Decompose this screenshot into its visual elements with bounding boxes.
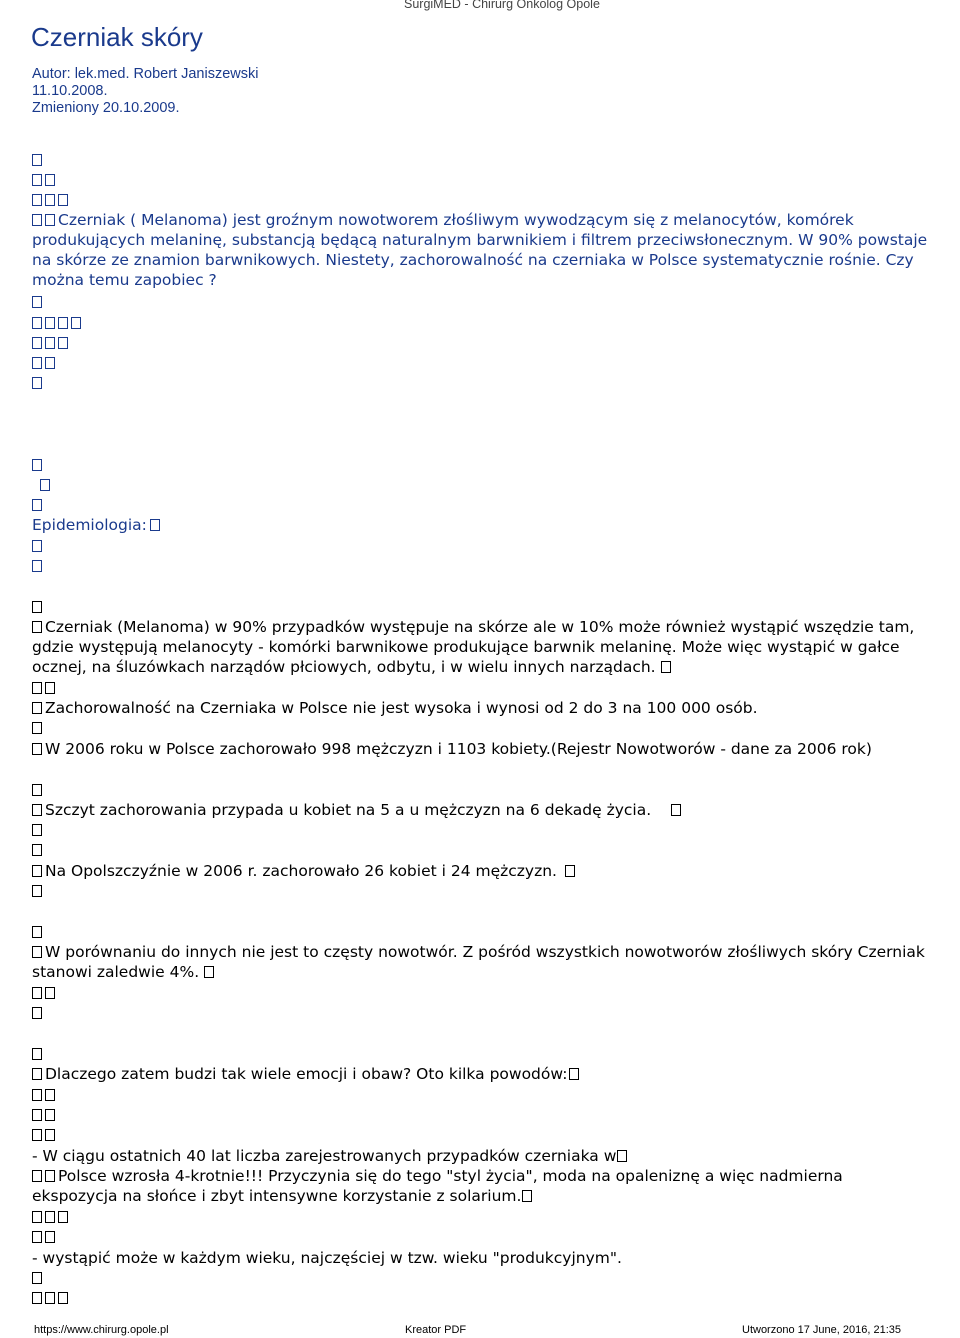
paragraph-6-text: W porównaniu do innych nie jest to częsty nowotwór. Z pośród wszystkich nowotworów złośliwych skóry Czerniak stanowi zaledwie 4%. [32,943,925,981]
missing-glyph-icon [522,1190,532,1202]
glyph-row [32,455,45,475]
glyph-row [32,881,45,901]
glyph-row [32,1268,45,1288]
glyph-row [32,1085,58,1105]
glyph-row [32,820,45,840]
missing-glyph-icon [32,1292,42,1304]
missing-glyph-icon [32,621,42,633]
missing-glyph-icon [45,317,55,329]
glyph-row [32,1125,58,1145]
missing-glyph-icon [150,519,160,531]
glyph-row [32,495,45,515]
paragraph-10 [32,1248,622,1268]
missing-glyph-icon [32,722,42,734]
missing-glyph-icon [32,682,42,694]
glyph-row [32,190,71,210]
glyph-row [32,780,45,800]
glyph-row [32,313,84,333]
missing-glyph-icon [32,702,42,714]
glyph-row [32,556,45,576]
missing-glyph-icon [45,214,55,226]
glyph-row [32,1207,71,1227]
paragraph-4 [32,800,684,820]
paragraph-1 [32,617,932,677]
glyph-row [32,1044,45,1064]
missing-glyph-icon [45,357,55,369]
missing-glyph-icon [32,926,42,938]
missing-glyph-icon [45,1211,55,1223]
glyph-row [32,292,45,312]
missing-glyph-icon [32,337,42,349]
missing-glyph-icon [32,459,42,471]
paragraph-4-text: Szczyt zachorowania przypada u kobiet na 5 a u mężczyzn na 6 dekadę życia. [45,801,652,819]
section-heading-text: Epidemiologia: [32,516,147,534]
glyph-row [32,983,58,1003]
missing-glyph-icon [32,601,42,613]
glyph-row [32,170,58,190]
modified-line: Zmieniony 20.10.2009. [32,100,180,116]
missing-glyph-icon [32,1109,42,1121]
missing-glyph-icon [32,357,42,369]
glyph-row [32,1288,71,1308]
missing-glyph-icon [58,317,68,329]
missing-glyph-icon [32,1170,42,1182]
missing-glyph-icon [671,804,681,816]
missing-glyph-icon [32,824,42,836]
missing-glyph-icon [45,1129,55,1141]
header-site-name: SurgiMED - Chirurg Onkolog Opole [404,0,600,11]
glyph-row [32,597,45,617]
missing-glyph-icon [661,661,671,673]
missing-glyph-icon [32,1007,42,1019]
missing-glyph-icon [58,1292,68,1304]
missing-glyph-icon [32,214,42,226]
glyph-row [32,373,45,393]
missing-glyph-icon [45,337,55,349]
missing-glyph-icon [32,987,42,999]
missing-glyph-icon [32,1272,42,1284]
missing-glyph-icon [32,865,42,877]
footer-created: Utworzono 17 June, 2016, 21:35 [742,1324,902,1336]
missing-glyph-icon [32,946,42,958]
paragraph-10-text: - wystąpić może w każdym wieku, najczęściej w tzw. wieku "produkcyjnym". [32,1249,622,1267]
missing-glyph-icon [45,1170,55,1182]
missing-glyph-icon [32,560,42,572]
author-line: Autor: lek.med. Robert Janiszewski [32,66,259,82]
missing-glyph-icon [71,317,81,329]
missing-glyph-icon [204,966,214,978]
glyph-row [32,333,71,353]
paragraph-2 [32,698,758,718]
footer-generator: Kreator PDF [405,1324,467,1336]
missing-glyph-icon [45,1109,55,1121]
paragraph-1-text: Czerniak (Melanoma) w 90% przypadków występuje na skórze ale w 10% może również wystąpić wszędzie tam, gdzie występują melanocyty - komórki barwnikowe produkujące barwnik melaninę. Może więc wystąpić w gałce ocznej, na śluzówkach narządów płciowych, odbytu, i w wielu innych narządach. [32,618,915,676]
missing-glyph-icon [569,1068,579,1080]
missing-glyph-icon [32,743,42,755]
missing-glyph-icon [32,1129,42,1141]
missing-glyph-icon [58,194,68,206]
glyph-row [32,922,45,942]
missing-glyph-icon [45,1231,55,1243]
page-title: Czerniak skóry [31,22,203,52]
missing-glyph-icon [32,1048,42,1060]
missing-glyph-icon [45,1292,55,1304]
missing-glyph-icon [45,682,55,694]
missing-glyph-icon [40,479,50,491]
missing-glyph-icon [617,1150,627,1162]
missing-glyph-icon [45,194,55,206]
missing-glyph-icon [32,804,42,816]
missing-glyph-icon [32,154,42,166]
missing-glyph-icon [58,337,68,349]
glyph-row [32,536,45,556]
intro-text: Czerniak ( Melanoma) jest groźnym nowotworem złośliwym wywodzącym się z melanocytów, komórek produkujących melaninę, substancją będącą naturalnym barwnikiem i filtrem przeciwsłonecznym. W 90% powstaje na skórze ze znamion barwnikowych. Niestety, zachorowalność na czerniaka w Polsce systematycznie rośnie. Czy można temu zapobiec ? [32,211,928,289]
missing-glyph-icon [45,1089,55,1101]
missing-glyph-icon [32,377,42,389]
paragraph-8 [32,1146,630,1166]
paragraph-8-text: - W ciągu ostatnich 40 lat liczba zarejestrowanych przypadków czerniaka w [32,1147,617,1165]
glyph-row [32,718,45,738]
paragraph-2-text: Zachorowalność na Czerniaka w Polsce nie jest wysoka i wynosi od 2 do 3 na 100 000 osób. [45,699,758,717]
missing-glyph-icon [45,174,55,186]
missing-glyph-icon [32,885,42,897]
glyph-row [32,678,58,698]
date-line: 11.10.2008. [32,83,108,99]
missing-glyph-icon [32,194,42,206]
paragraph-9 [32,1166,932,1206]
missing-glyph-icon [45,987,55,999]
missing-glyph-icon [32,499,42,511]
paragraph-5 [32,861,578,881]
glyph-row [32,1227,58,1247]
missing-glyph-icon [32,844,42,856]
missing-glyph-icon [32,784,42,796]
paragraph-3-text: W 2006 roku w Polsce zachorowało 998 mężczyzn i 1103 kobiety.(Rejestr Nowotworów - dane za 2006 rok) [45,740,872,758]
section-heading [32,515,163,535]
glyph-row [32,1003,45,1023]
intro-paragraph [32,210,932,290]
footer-url[interactable]: https://www.chirurg.opole.pl [34,1324,169,1336]
paragraph-7 [32,1064,582,1084]
glyph-row [32,840,45,860]
glyph-row [40,475,53,495]
missing-glyph-icon [32,1089,42,1101]
glyph-row [32,353,58,373]
missing-glyph-icon [32,540,42,552]
missing-glyph-icon [32,296,42,308]
paragraph-9-text: Polsce wzrosła 4-krotnie!!! Przyczynia się do tego "styl życia", moda na opaleniznę a więc nadmierna ekspozycja na słońce i zbyt intensywne korzystanie z solarium. [32,1167,843,1205]
missing-glyph-icon [32,1211,42,1223]
paragraph-7-text: Dlaczego zatem budzi tak wiele emocji i obaw? Oto kilka powodów: [45,1065,568,1083]
missing-glyph-icon [565,865,575,877]
paragraph-5-text: Na Opolszczyźnie w 2006 r. zachorowało 26 kobiet i 24 mężczyzn. [45,862,557,880]
glyph-row [32,1105,58,1125]
paragraph-6 [32,942,932,982]
missing-glyph-icon [32,317,42,329]
article-meta [32,66,258,117]
glyph-row [32,150,45,170]
missing-glyph-icon [32,1068,42,1080]
paragraph-3 [32,739,932,759]
missing-glyph-icon [32,1231,42,1243]
missing-glyph-icon [58,1211,68,1223]
missing-glyph-icon [32,174,42,186]
